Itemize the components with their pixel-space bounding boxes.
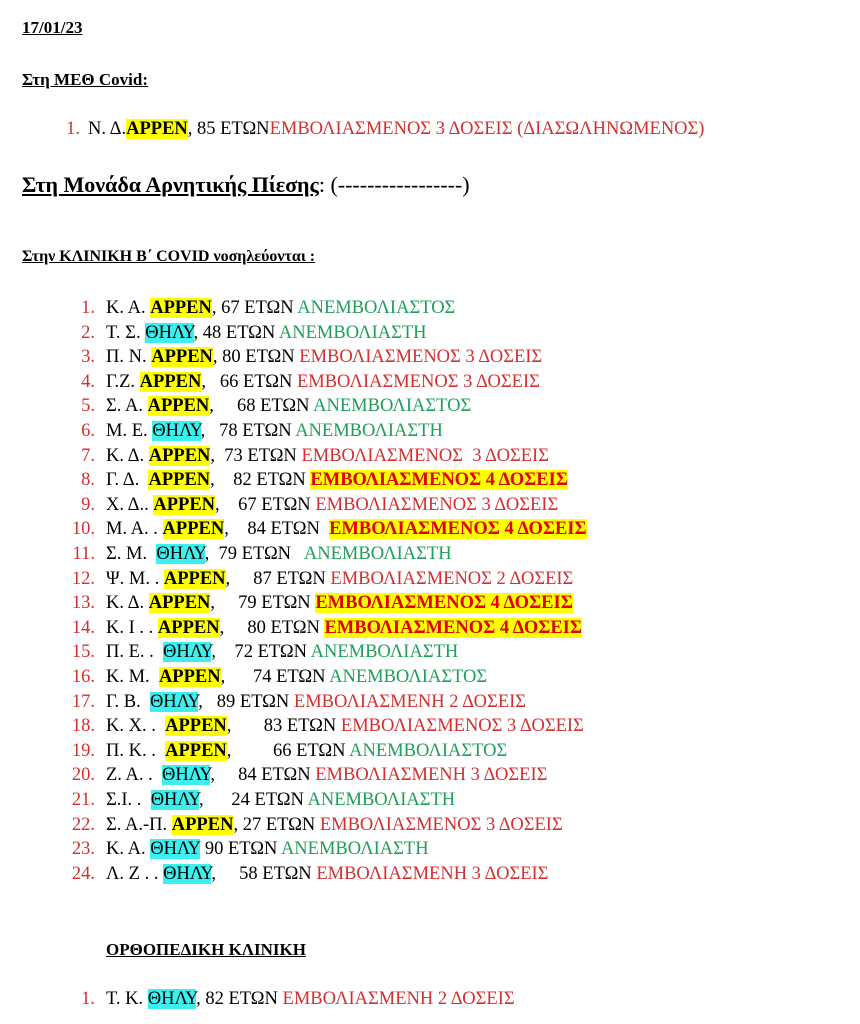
vaccination-status: ΕΜΒΟΛΙΑΣΜΕΝΟΣ 2 ΔΟΣΕΙΣ (330, 568, 574, 589)
vaccination-status: ΕΜΒΟΛΙΑΣΜΕΝΟΣ 4 ΔΟΣΕΙΣ (329, 519, 587, 540)
patient-initials: Π. Ν. (106, 347, 152, 368)
patient-sex: ΑΡΡΕΝ (165, 740, 227, 761)
patient-initials: Ζ. Α. . (106, 765, 163, 786)
patient-initials: Π. Κ. . (106, 740, 166, 761)
row-number: 2. (81, 322, 95, 343)
patient-age: , 85 ΕΤΩΝ (187, 119, 270, 139)
patient-sex: ΘΗΛΥ (162, 765, 211, 786)
patient-sex: ΑΡΡΕΝ (139, 371, 202, 392)
vaccination-status: ΕΜΒΟΛΙΑΣΜΕΝΟΣ 3 ΔΟΣΕΙΣ (ΔΙΑΣΩΛΗΝΩΜΕΝΟΣ) (269, 119, 705, 139)
patient-age: , 72 ΕΤΩΝ (211, 642, 311, 663)
patient-initials: Σ. Α.-Π. (106, 814, 172, 835)
patient-entry (88, 117, 704, 141)
vaccination-status: ΑΝΕΜΒΟΛΙΑΣΤΟΣ (349, 740, 508, 761)
patient-age: , 24 ΕΤΩΝ (199, 790, 308, 810)
row-number: 17. (71, 691, 95, 712)
patient-entry (106, 987, 515, 1011)
patient-sex: ΘΗΛΥ (163, 863, 212, 884)
patient-age: , 48 ΕΤΩΝ (193, 322, 279, 343)
patient-age: 90 ΕΤΩΝ (200, 839, 281, 860)
patient-initials: Κ. Δ. (106, 445, 149, 466)
vaccination-status: ΑΝΕΜΒΟΛΙΑΣΤΗ (303, 544, 452, 564)
vaccination-status: ΕΜΒΟΛΙΑΣΜΕΝΟΣ 4 ΔΟΣΕΙΣ (324, 617, 582, 638)
patient-sex: ΘΗΛΥ (163, 642, 212, 663)
patient-entry (106, 640, 458, 664)
patient-entry (106, 788, 455, 812)
vaccination-status: ΑΝΕΜΒΟΛΙΑΣΤΟΣ (329, 667, 488, 687)
patient-sex: ΑΡΡΕΝ (153, 494, 216, 515)
patient-entry (106, 468, 568, 492)
icu-heading-text: Στη ΜΕΘ Covid (22, 70, 143, 89)
patient-entry (106, 394, 471, 418)
patient-sex: ΑΡΡΕΝ (163, 568, 226, 589)
vaccination-status: ΕΜΒΟΛΙΑΣΜΕΝΟΣ 3 ΔΟΣΕΙΣ (299, 347, 543, 368)
patient-entry (106, 321, 427, 345)
patient-initials: Π. Ε. . (106, 642, 164, 663)
patient-age: , 80 ΕΤΩΝ (212, 347, 300, 368)
negative-pressure-status: : (-----------------) (318, 172, 470, 197)
patient-entry (106, 665, 487, 689)
patient-initials: Σ. Μ. (106, 544, 157, 564)
patient-entry (106, 714, 584, 738)
patient-entry (106, 296, 455, 320)
patient-sex: ΑΡΡΕΝ (148, 470, 211, 491)
patient-entry (106, 739, 507, 763)
patient-entry (106, 493, 558, 517)
patient-age: , 79 ΕΤΩΝ (204, 544, 304, 564)
patient-initials: Κ. Χ. . (106, 716, 166, 737)
row-number: 5. (81, 396, 95, 417)
patient-age: , 80 ΕΤΩΝ (219, 617, 325, 638)
patient-sex: ΘΗΛΥ (147, 989, 197, 1009)
row-number: 19. (71, 740, 95, 761)
patient-age: , 27 ΕΤΩΝ (233, 814, 320, 835)
patient-sex: ΑΡΡΕΝ (157, 617, 220, 638)
row-number: 12. (71, 568, 95, 589)
row-number: 22. (71, 814, 95, 835)
patient-initials: Γ. Δ. (106, 470, 149, 491)
negative-pressure-heading-text: Στη Μονάδα Αρνητικής Πίεσης (22, 172, 319, 197)
icu-section-heading (22, 70, 148, 90)
patient-age: , 83 ΕΤΩΝ (226, 716, 341, 737)
row-number: 21. (71, 790, 95, 810)
patient-age: , 87 ΕΤΩΝ (225, 568, 331, 589)
vaccination-status: ΕΜΒΟΛΙΑΣΜΕΝΟΣ 3 ΔΟΣΕΙΣ (315, 494, 559, 515)
row-number: 23. (71, 839, 95, 860)
patient-initials: Μ. Ε. (106, 421, 153, 441)
row-number: 1. (81, 989, 95, 1009)
row-number: 1. (81, 298, 95, 318)
patient-initials: Σ.Ι. . (106, 790, 151, 810)
patient-entry (106, 837, 429, 861)
patient-entry (106, 542, 452, 566)
row-number: 14. (71, 617, 95, 638)
patient-initials: Χ. Δ.. (106, 494, 154, 515)
patient-initials: Κ. Α. (106, 298, 151, 318)
patient-entry (106, 813, 563, 837)
patient-initials: Κ. Α. (106, 839, 151, 860)
patient-sex: ΘΗΛΥ (152, 421, 201, 441)
row-number: 15. (71, 642, 95, 663)
patient-entry (106, 370, 540, 394)
patient-entry (106, 419, 443, 443)
row-number: 3. (81, 347, 95, 368)
vaccination-status: ΑΝΕΜΒΟΛΙΑΣΤΗ (310, 642, 459, 663)
vaccination-status: ΕΜΒΟΛΙΑΣΜΕΝΗ 2 ΔΟΣΕΙΣ (282, 989, 515, 1009)
patient-entry (106, 345, 542, 369)
patient-initials: Κ. Ι . . (106, 617, 158, 638)
patient-sex: ΘΗΛΥ (145, 322, 194, 343)
patient-age: , 78 ΕΤΩΝ (200, 421, 296, 441)
patient-age: , 68 ΕΤΩΝ (209, 396, 314, 417)
patient-age: , 84 ΕΤΩΝ (224, 519, 330, 540)
row-number: 16. (71, 667, 95, 687)
patient-initials: Μ. Α. . (106, 519, 163, 540)
patient-entry (106, 862, 548, 886)
row-number: 20. (71, 765, 95, 786)
patient-sex: ΑΡΡΕΝ (147, 396, 210, 417)
patient-age: , 82 ΕΤΩΝ (196, 989, 283, 1009)
patient-sex: ΑΡΡΕΝ (165, 716, 227, 737)
patient-age: , 67 ΕΤΩΝ (211, 298, 298, 318)
patient-sex: ΘΗΛΥ (150, 790, 200, 810)
patient-age: , 79 ΕΤΩΝ (210, 593, 316, 614)
patient-age: , 84 ΕΤΩΝ (210, 765, 316, 786)
row-number: 1. (66, 119, 80, 139)
patient-entry (106, 567, 573, 591)
patient-sex: ΑΡΡΕΝ (171, 814, 234, 835)
patient-age: , 73 ΕΤΩΝ (210, 445, 302, 466)
patient-initials: Ψ. Μ. . (106, 568, 164, 589)
vaccination-status: ΑΝΕΜΒΟΛΙΑΣΤΗ (295, 421, 443, 441)
patient-age: , 82 ΕΤΩΝ (210, 470, 311, 491)
row-number: 18. (71, 716, 95, 737)
covid-clinic-heading: Στην ΚΛΙΝΙΚΗ Β΄ COVID νοσηλεύονται : (22, 248, 316, 265)
vaccination-status: ΕΜΒΟΛΙΑΣΜΕΝΟΣ 3 ΔΟΣΕΙΣ (301, 445, 549, 466)
patient-sex: ΑΡΡΕΝ (126, 119, 188, 139)
patient-sex: ΑΡΡΕΝ (162, 519, 225, 540)
patient-age: , 58 ΕΤΩΝ (211, 863, 317, 884)
report-date: 17/01/23 (22, 18, 83, 37)
vaccination-status: ΕΜΒΟΛΙΑΣΜΕΝΗ 2 ΔΟΣΕΙΣ (293, 691, 527, 712)
patient-age: , 89 ΕΤΩΝ (198, 691, 294, 712)
patient-initials: Ν. Δ. (88, 119, 127, 139)
vaccination-status: ΕΜΒΟΛΙΑΣΜΕΝΟΣ 3 ΔΟΣΕΙΣ (319, 814, 563, 835)
vaccination-status: ΑΝΕΜΒΟΛΙΑΣΤΟΣ (297, 298, 456, 318)
vaccination-status: ΑΝΕΜΒΟΛΙΑΣΤΗ (278, 322, 427, 343)
patient-sex: ΘΗΛΥ (156, 544, 205, 564)
vaccination-status: ΕΜΒΟΛΙΑΣΜΕΝΗ 3 ΔΟΣΕΙΣ (315, 765, 548, 786)
patient-initials: Σ. Α. (106, 396, 148, 417)
row-number: 24. (71, 863, 95, 884)
patient-initials: Τ. Κ. (106, 989, 148, 1009)
patient-initials: Λ. Ζ . . (106, 863, 164, 884)
row-number: 13. (71, 593, 95, 614)
vaccination-status: ΕΜΒΟΛΙΑΣΜΕΝΗ 3 ΔΟΣΕΙΣ (316, 863, 549, 884)
patient-entry (106, 690, 526, 714)
patient-initials: Τ. Σ. (106, 322, 146, 343)
row-number: 10. (71, 519, 95, 540)
patient-entry (106, 616, 582, 640)
patient-entry (106, 444, 549, 468)
row-number: 4. (81, 371, 95, 392)
vaccination-status: ΑΝΕΜΒΟΛΙΑΣΤΟΣ (313, 396, 472, 417)
patient-initials: Κ. Δ. (106, 593, 149, 614)
patient-entry (106, 517, 587, 541)
vaccination-status: ΕΜΒΟΛΙΑΣΜΕΝΟΣ 4 ΔΟΣΕΙΣ (315, 593, 573, 614)
patient-sex: ΑΡΡΕΝ (148, 445, 211, 466)
patient-age: , 74 ΕΤΩΝ (220, 667, 330, 687)
vaccination-status: ΕΜΒΟΛΙΑΣΜΕΝΟΣ 3 ΔΟΣΕΙΣ (296, 371, 540, 392)
patient-sex: ΑΡΡΕΝ (151, 347, 213, 368)
row-number: 9. (81, 494, 95, 515)
patient-sex: ΘΗΛΥ (150, 839, 201, 860)
row-number: 11. (72, 544, 95, 564)
patient-initials: Κ. Μ. (106, 667, 159, 687)
row-number: 7. (81, 445, 95, 466)
vaccination-status: ΕΜΒΟΛΙΑΣΜΕΝΟΣ 3 ΔΟΣΕΙΣ (340, 716, 584, 737)
patient-age: , 67 ΕΤΩΝ (215, 494, 316, 515)
patient-entry (106, 591, 573, 615)
row-number: 8. (81, 470, 95, 491)
patient-initials: Γ. Β. (106, 691, 150, 712)
patient-initials: Γ.Ζ. (106, 371, 140, 392)
vaccination-status: ΑΝΕΜΒΟΛΙΑΣΤΗ (280, 839, 429, 860)
vaccination-status: ΕΜΒΟΛΙΑΣΜΕΝΟΣ 4 ΔΟΣΕΙΣ (310, 470, 568, 491)
vaccination-status: ΑΝΕΜΒΟΛΙΑΣΤΗ (307, 790, 456, 810)
orthopedic-clinic-heading: ΟΡΘΟΠΕΔΙΚΗ ΚΛΙΝΙΚΗ (106, 940, 306, 959)
patient-sex: ΘΗΛΥ (149, 691, 199, 712)
patient-age: , 66 ΕΤΩΝ (226, 740, 350, 761)
patient-sex: ΑΡΡΕΝ (158, 667, 221, 687)
row-number: 6. (81, 421, 95, 441)
icu-heading-colon: : (142, 70, 149, 89)
patient-sex: ΑΡΡΕΝ (150, 298, 212, 318)
patient-sex: ΑΡΡΕΝ (148, 593, 211, 614)
patient-entry (106, 763, 547, 787)
negative-pressure-heading (22, 172, 470, 198)
patient-age: , 66 ΕΤΩΝ (201, 371, 297, 392)
